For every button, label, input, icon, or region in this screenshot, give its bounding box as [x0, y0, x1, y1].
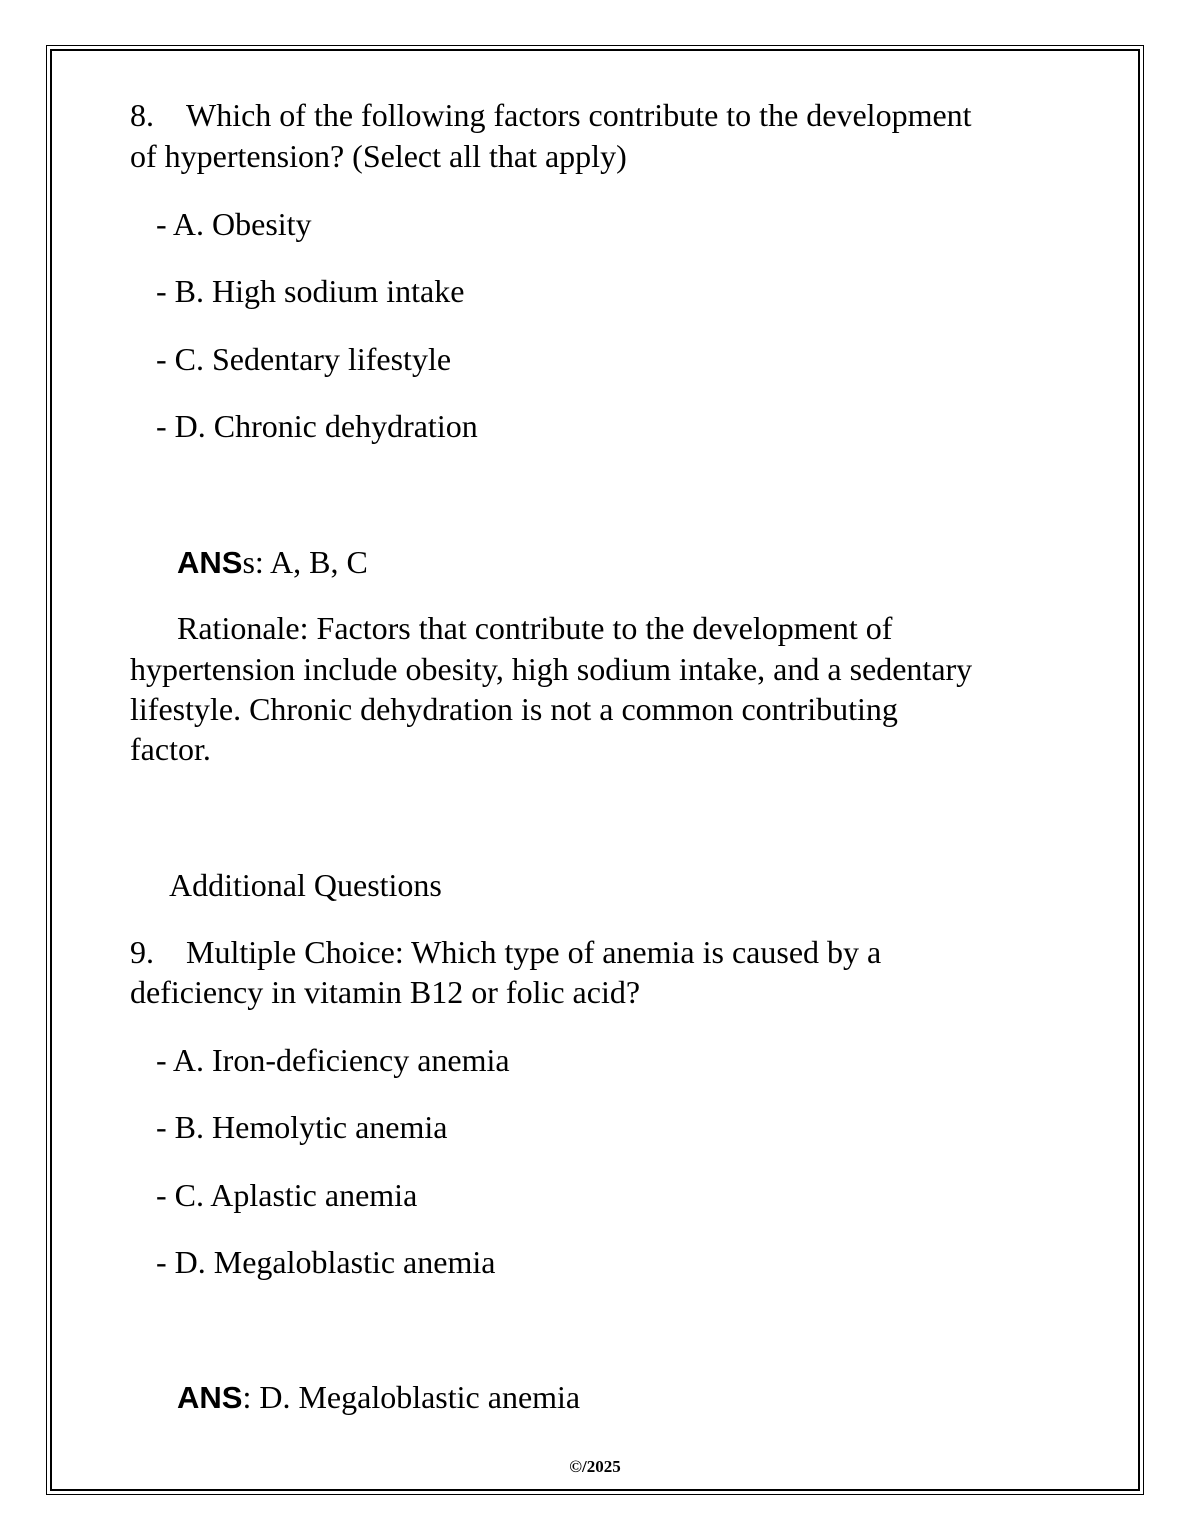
q9-stem-text1: Multiple Choice: Which type of anemia is caused by a [186, 934, 882, 970]
q8-stem-line1 [130, 95, 972, 135]
q9-answer [177, 1377, 580, 1418]
q8-answer-label: ANS [177, 545, 243, 580]
q8-option-a: - A. Obesity [156, 206, 312, 242]
q8-stem-line2: of hypertension? (Select all that apply) [130, 138, 627, 174]
section-heading: Additional Questions [169, 867, 442, 903]
q8-rationale-line4: factor. [130, 731, 211, 767]
q9-option-a: - A. Iron-deficiency anemia [156, 1042, 510, 1078]
q9-option-c: - C. Aplastic anemia [156, 1177, 418, 1213]
q8-rationale-line2: hypertension include obesity, high sodium intake, and a sedentary [130, 651, 973, 687]
q9-number: 9. [130, 934, 154, 970]
copyright-footer: ©/2025 [569, 1457, 621, 1476]
q9-stem-line2: deficiency in vitamin B12 or folic acid? [130, 974, 641, 1010]
q8-answer [177, 542, 368, 583]
q9-answer-text: : D. Megaloblastic anemia [242, 1379, 581, 1415]
q8-stem-text1: Which of the following factors contribute to the development [186, 97, 972, 133]
q8-number: 8. [130, 97, 154, 133]
q8-rationale-line3: lifestyle. Chronic dehydration is not a common contributing [130, 691, 898, 727]
q9-stem-line1 [130, 932, 881, 972]
q9-answer-label: ANS [177, 1380, 243, 1415]
q8-answer-text: s: A, B, C [242, 544, 368, 580]
q8-option-c: - C. Sedentary lifestyle [156, 341, 452, 377]
q9-option-b: - B. Hemolytic anemia [156, 1109, 448, 1145]
q8-rationale-line1: Rationale: Factors that contribute to the development of [177, 610, 893, 646]
q8-option-b: - B. High sodium intake [156, 273, 465, 309]
q8-option-d: - D. Chronic dehydration [156, 408, 478, 444]
q9-option-d: - D. Megaloblastic anemia [156, 1244, 496, 1280]
